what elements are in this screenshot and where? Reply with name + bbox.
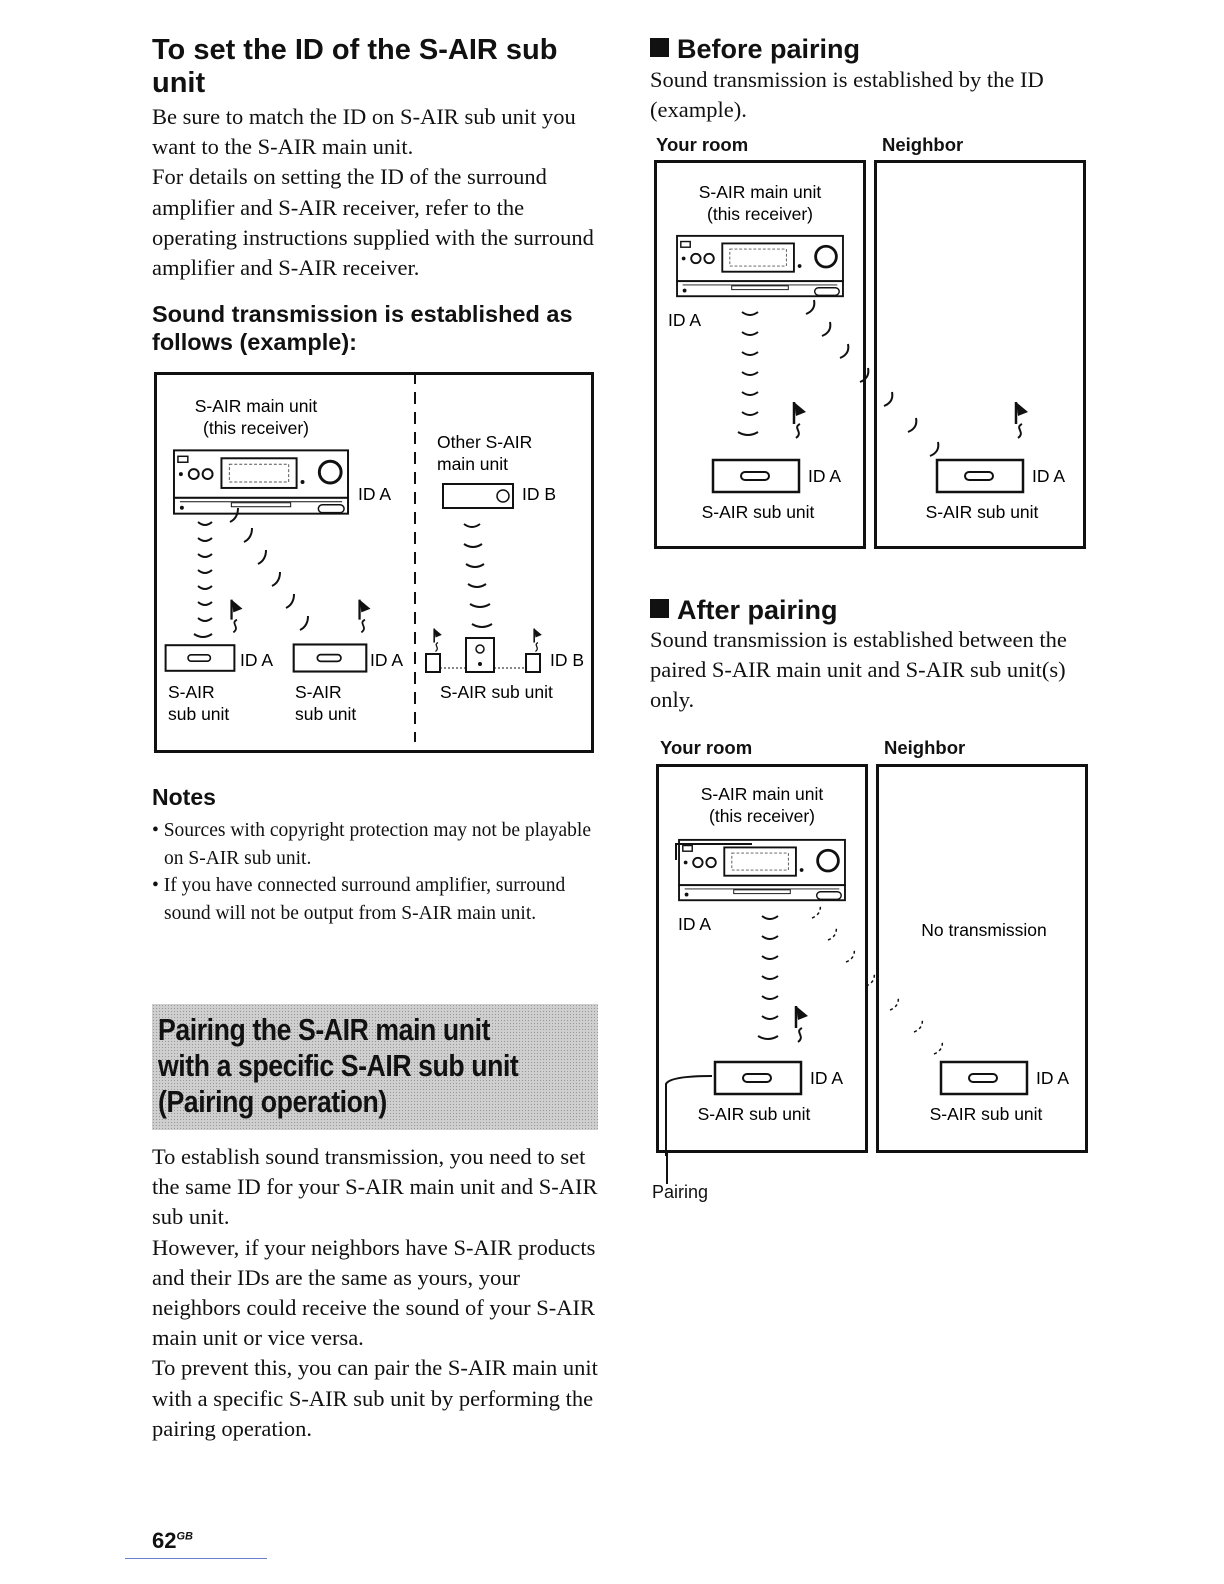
intro-paragraph-1: Be sure to match the ID on S-AIR sub unit you want to the S-AIR main unit. bbox=[152, 104, 576, 160]
other-main-unit-icon bbox=[443, 484, 513, 508]
diagram-sub3-id: ID B bbox=[550, 650, 585, 670]
diagram-main-unit-line2: (this receiver) bbox=[203, 418, 309, 438]
pairing-banner-title: Pairing the S-AIR main unit with a specific S-AIR sub unit (Pairing operation) bbox=[158, 1012, 519, 1119]
notes-heading: Notes bbox=[152, 784, 216, 810]
intro-text bbox=[152, 102, 602, 283]
before-pairing-diagram bbox=[654, 160, 1088, 552]
after-neighbor-sub-label: S-AIR sub unit bbox=[929, 1104, 1043, 1124]
before-neighbor-sub-label: S-AIR sub unit bbox=[925, 502, 1039, 522]
after-neighbor-label: Neighbor bbox=[884, 737, 966, 758]
diagram-sub2-id: ID A bbox=[370, 650, 404, 670]
before-sub-id: ID A bbox=[808, 466, 842, 486]
before-your-room-label: Your room bbox=[656, 134, 749, 155]
diagram-sub2-line2: sub unit bbox=[295, 704, 357, 724]
diagram-sub2-line1: S-AIR bbox=[295, 682, 342, 702]
before-sub-label: S-AIR sub unit bbox=[701, 502, 815, 522]
music-note-icon bbox=[796, 1006, 808, 1042]
main-receiver-icon bbox=[174, 450, 348, 513]
after-main-line2: (this receiver) bbox=[709, 806, 815, 826]
square-bullet-icon bbox=[650, 38, 669, 57]
before-neighbor-sub-id: ID A bbox=[1032, 466, 1066, 486]
after-pairing-figure bbox=[656, 764, 1090, 1156]
after-your-room-label: Your room bbox=[660, 737, 753, 758]
note-item-1: • Sources with copyright protection may not be playable on S-AIR sub unit. bbox=[152, 820, 591, 869]
before-sub-unit-icon bbox=[713, 460, 799, 492]
after-sub-unit-icon bbox=[715, 1062, 801, 1094]
before-main-id: ID A bbox=[668, 310, 702, 330]
pairing-paragraph-1: To establish sound transmission, you need to set the same ID for your S-AIR main unit and S-AIR sub unit. bbox=[152, 1144, 598, 1230]
before-signal-waves-icon bbox=[738, 300, 938, 456]
page-number: $62^{GB}$ bbox=[152, 1528, 193, 1553]
example-diagram bbox=[154, 372, 594, 754]
diagram-sub1-line2: sub unit bbox=[168, 704, 230, 724]
notes-section bbox=[152, 784, 592, 927]
music-note-icon bbox=[434, 629, 442, 652]
sub-unit-2-icon bbox=[294, 644, 367, 671]
speaker-set-icon bbox=[426, 638, 540, 672]
diagram-other-id: ID B bbox=[522, 484, 557, 504]
after-main-id: ID A bbox=[678, 914, 712, 934]
before-neighbor-sub-unit-icon bbox=[937, 460, 1023, 492]
sub-unit-1-icon bbox=[166, 645, 235, 671]
after-sub-id: ID A bbox=[810, 1068, 844, 1088]
music-note-icon bbox=[1016, 402, 1028, 438]
signal-waves-icon bbox=[194, 508, 492, 637]
before-receiver-icon bbox=[677, 236, 843, 296]
diagram-sub3-label: S-AIR sub unit bbox=[440, 682, 553, 702]
transmission-subheading: Sound transmission is established as follows (example): bbox=[152, 301, 573, 355]
after-pairing-heading: After pairing bbox=[650, 595, 838, 626]
after-pairing-diagram bbox=[656, 764, 1090, 1156]
after-neighbor-sub-id: ID A bbox=[1036, 1068, 1070, 1088]
diagram-main-unit-line1: S-AIR main unit bbox=[194, 396, 318, 416]
before-pairing-text: Sound transmission is established by the ID (example). bbox=[650, 67, 1044, 123]
intro-paragraph-2: For details on setting the ID of the surround amplifier and S-AIR receiver, refer to the operating instructions supplied with the surround amplifier and S-AIR receiver. bbox=[152, 164, 594, 281]
after-signal-waves-icon bbox=[758, 916, 778, 1039]
pairing-paragraph-2: However, if your neighbors have S-AIR products and their IDs are the same as yours, your neighbors could receive the sound of your S-AIR main unit or vice versa. bbox=[152, 1234, 596, 1351]
before-main-line2: (this receiver) bbox=[707, 204, 813, 224]
note-item-2: • If you have connected surround amplifier, surround sound will not be output from S-AIR main unit. bbox=[152, 875, 566, 924]
before-neighbor-label: Neighbor bbox=[882, 134, 964, 155]
before-pairing-heading: Before pairing bbox=[650, 34, 860, 65]
music-note-icon bbox=[232, 600, 243, 633]
before-pairing-figure bbox=[654, 160, 1088, 552]
diagram-sub1-line1: S-AIR bbox=[168, 682, 215, 702]
pairing-text bbox=[152, 1142, 602, 1444]
no-transmission-label: No transmission bbox=[921, 920, 1047, 940]
square-bullet-icon bbox=[650, 599, 669, 618]
after-neighbor-sub-unit-icon bbox=[941, 1062, 1027, 1094]
before-main-line1: S-AIR main unit bbox=[698, 182, 822, 202]
page-footer-rule bbox=[125, 1558, 267, 1559]
diagram-main-id: ID A bbox=[358, 484, 392, 504]
after-main-line1: S-AIR main unit bbox=[700, 784, 824, 804]
music-note-icon bbox=[534, 629, 542, 652]
diagram-other-line1: Other S-AIR bbox=[437, 432, 533, 452]
diagram-other-line2: main unit bbox=[437, 454, 509, 474]
after-pairing-text: Sound transmission is established between the paired S-AIR main unit and S-AIR sub unit(s) only. bbox=[650, 627, 1067, 713]
music-note-icon bbox=[794, 402, 806, 438]
after-sub-label: S-AIR sub unit bbox=[697, 1104, 811, 1124]
pairing-paragraph-3: To prevent this, you can pair the S-AIR main unit with a specific S-AIR sub unit by performing the pairing operation. bbox=[152, 1355, 598, 1441]
pairing-callout-label: Pairing bbox=[652, 1182, 709, 1202]
section-title: To set the ID of the S-AIR sub unit bbox=[152, 34, 558, 99]
diagram-sub1-id: ID A bbox=[240, 650, 274, 670]
example-diagram-figure bbox=[154, 372, 594, 754]
after-receiver-icon bbox=[679, 840, 845, 900]
page-suffix: GB bbox=[176, 1530, 193, 1543]
pairing-leader-line bbox=[666, 1150, 668, 1184]
music-note-icon bbox=[360, 600, 371, 633]
